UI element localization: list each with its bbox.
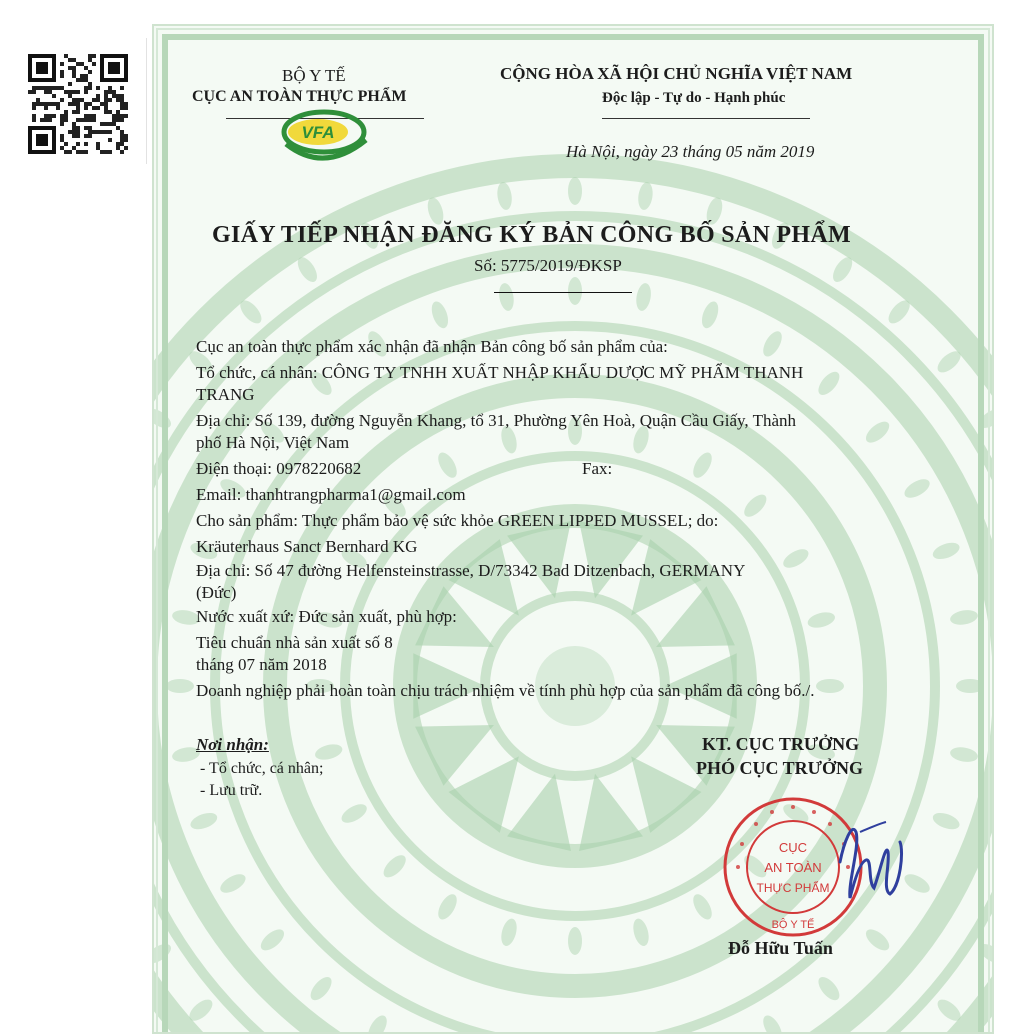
agency-name: CỤC AN TOÀN THỰC PHẨM: [192, 88, 407, 105]
place-date: Hà Nội, ngày 23 tháng 05 năm 2019: [566, 142, 815, 161]
standard-line-2: tháng 07 năm 2018: [196, 655, 327, 674]
recipients-heading: Nơi nhận:: [196, 735, 269, 754]
organization-line-2: TRANG: [196, 385, 255, 404]
document-number: Số: 5775/2019/ĐKSP: [474, 256, 622, 275]
stamp-text-2: AN TOÀN: [764, 860, 822, 875]
standard-line-1: Tiêu chuẩn nhà sản xuất số 8: [196, 633, 393, 652]
product-line-2: Kräuterhaus Sanct Bernhard KG: [196, 537, 418, 556]
vfa-logo: [272, 104, 378, 168]
title-underline: [494, 292, 632, 293]
signer-name: Đỗ Hữu Tuấn: [728, 938, 833, 958]
address-line-1: Địa chỉ: Số 139, đường Nguyễn Khang, tổ 31, Phường Yên Hoà, Quận Cầu Giấy, Thành: [196, 411, 797, 430]
document-title: GIẤY TIẾP NHẬN ĐĂNG KÝ BẢN CÔNG BỐ SẢN PHẨM: [212, 222, 851, 248]
recipient-item-1: - Tổ chức, cá nhân;: [200, 760, 324, 777]
national-motto: Độc lập - Tự do - Hạnh phúc: [602, 90, 786, 106]
phone-line: Điện thoại: 0978220682: [196, 459, 362, 478]
origin-line: Nước xuất xứ: Đức sản xuất, phù hợp:: [196, 607, 457, 626]
republic-name: CỘNG HÒA XÃ HỘI CHỦ NGHĨA VIỆT NAM: [500, 64, 853, 83]
maker-address-line-1: Địa chỉ: Số 47 đường Helfensteinstrasse, D/73342 Bad Ditzenbach, GERMANY: [196, 561, 746, 580]
product-line-1: Cho sản phẩm: Thực phẩm bảo vệ sức khỏe GREEN LIPPED MUSSEL; do:: [196, 511, 719, 530]
qr-code-graphic: [28, 54, 128, 154]
handwritten-signature: [830, 802, 924, 922]
address-line-2: phố Hà Nội, Việt Nam: [196, 433, 350, 452]
signer-role-1: KT. CỤC TRƯỞNG: [702, 734, 860, 754]
email-line: Email: thanhtrangpharma1@gmail.com: [196, 485, 466, 504]
recipient-item-2: - Lưu trữ.: [200, 782, 263, 799]
certificate-document: [152, 24, 994, 1034]
fax-line: Fax:: [582, 459, 613, 478]
intro-line: Cục an toàn thực phẩm xác nhận đã nhận Bản công bố sản phẩm của:: [196, 337, 668, 356]
maker-address-line-2: (Đức): [196, 583, 237, 602]
organization-line-1: Tổ chức, cá nhân: CÔNG TY TNHH XUẤT NHẬP KHẨU DƯỢC MỸ PHẨM THANH: [196, 363, 804, 382]
stamp-text-bottom: BỘ Y TẾ: [771, 919, 815, 931]
vfa-logo-text: VFA: [301, 123, 335, 142]
signer-role-2: PHÓ CỤC TRƯỞNG: [696, 758, 864, 778]
responsibility-line: Doanh nghiệp phải hoàn toàn chịu trách nhiệm về tính phù hợp của sản phẩm đã công bố./.: [196, 681, 815, 700]
qr-code: [10, 38, 147, 164]
motto-underline: [602, 118, 810, 119]
stamp-text-1: CỤC: [778, 840, 808, 855]
stamp-text-3: THỰC PHẨM: [756, 881, 830, 895]
ministry-name: BỘ Y TẾ: [282, 66, 346, 85]
